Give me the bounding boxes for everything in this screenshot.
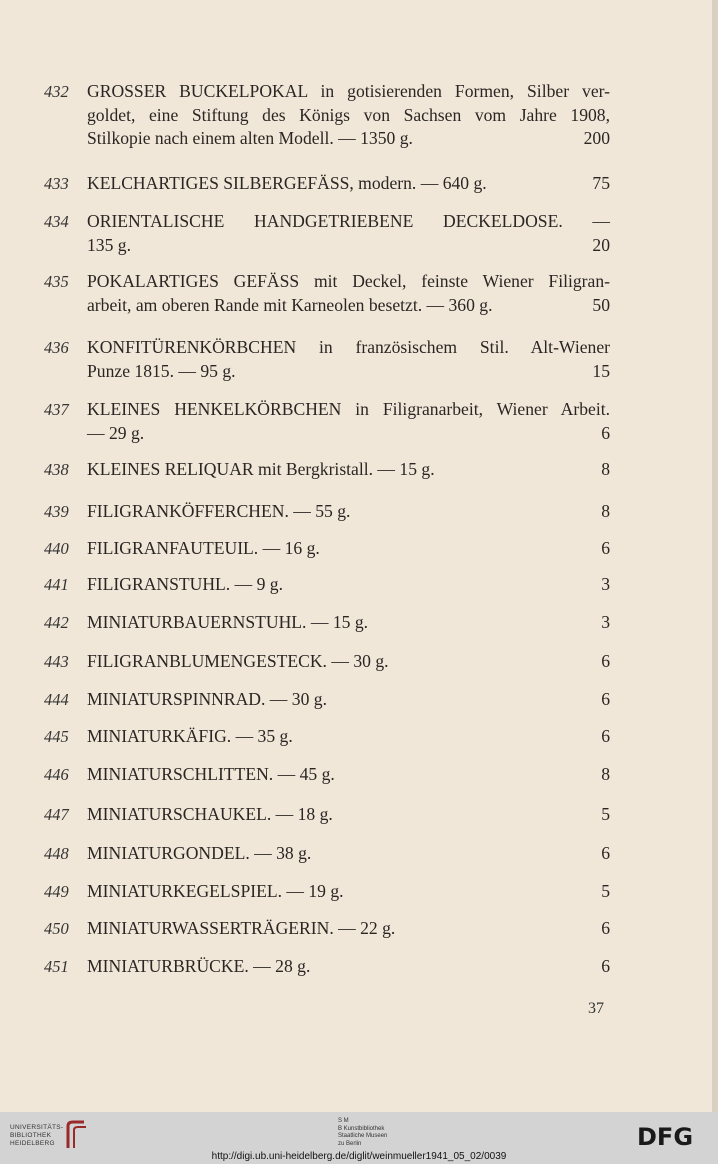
entry-number: 450	[44, 919, 69, 938]
catalog-entry	[40, 725, 610, 749]
entry-number: 436	[44, 338, 69, 357]
catalog-entry	[40, 842, 610, 866]
entry-price: 3	[601, 612, 610, 632]
entry-number: 448	[44, 844, 69, 863]
entry-line	[87, 458, 610, 482]
entry-line	[87, 172, 610, 196]
entry-line: KONFITÜRENKÖRBCHEN in französischem Stil. Alt-Wiener	[87, 337, 610, 357]
entry-price: 15	[592, 360, 610, 381]
entry-number: 447	[44, 805, 69, 824]
entry-description: MINIATURWASSERTRÄGERIN. — 22 g.	[87, 918, 396, 938]
entry-line: POKALARTIGES GEFÄSS mit Deckel, feinste Wiener Filigran-	[87, 271, 610, 291]
entry-line	[87, 803, 610, 827]
entry-text	[87, 500, 610, 524]
svg-text:DFG: DFG	[637, 1124, 694, 1148]
entry-price: 6	[601, 956, 610, 976]
entry-price: 8	[601, 764, 610, 784]
catalog-entry	[40, 458, 610, 482]
entry-number: 434	[44, 212, 69, 231]
entry-description: Punze 1815. — 95 g.	[87, 360, 236, 381]
dfg-logo[interactable]	[637, 1124, 709, 1148]
entry-line	[87, 127, 610, 151]
entry-line	[87, 842, 610, 866]
entry-number: 446	[44, 765, 69, 784]
university-mark-icon	[64, 1120, 88, 1150]
entry-text	[87, 210, 610, 257]
entry-line	[87, 294, 610, 318]
entry-text	[87, 955, 610, 979]
entry-price: 6	[601, 651, 610, 671]
entry-line	[87, 573, 610, 597]
entry-line	[87, 688, 610, 712]
entry-number: 445	[44, 727, 69, 746]
entry-number: 441	[44, 575, 69, 594]
entry-description: MINIATURSPINNRAD. — 30 g.	[87, 689, 327, 709]
entry-description: MINIATURBAUERNSTUHL. — 15 g.	[87, 612, 369, 632]
entry-description: MINIATURSCHAUKEL. — 18 g.	[87, 804, 333, 824]
entry-number: 433	[44, 174, 69, 193]
entry-text	[87, 650, 610, 674]
entry-number: 435	[44, 272, 69, 291]
catalog-entry	[40, 172, 610, 196]
entry-line	[87, 917, 610, 941]
entry-description: FILIGRANFAUTEUIL. — 16 g.	[87, 538, 320, 558]
entry-number: 438	[44, 460, 69, 479]
catalog-entry	[40, 398, 610, 445]
entry-number: 437	[44, 400, 69, 419]
entry-description: — 29 g.	[87, 422, 145, 443]
entry-text	[87, 336, 610, 383]
entry-description: FILIGRANBLUMENGESTECK. — 30 g.	[87, 651, 389, 671]
entry-text	[87, 270, 610, 317]
entry-price: 5	[601, 804, 610, 824]
entry-line	[87, 650, 610, 674]
entry-number: 443	[44, 652, 69, 671]
entry-price: 6	[601, 538, 610, 558]
entry-text	[87, 725, 610, 749]
entry-price: 6	[601, 918, 610, 938]
page-number: 37	[588, 1000, 604, 1017]
entry-text	[87, 172, 610, 196]
entry-line: ORIENTALISCHE HANDGETRIEBENE DECKELDOSE. —	[87, 211, 610, 231]
museum-credit: S M B Kunstbibliothek Staatliche Museen zu Berlin	[338, 1118, 388, 1147]
entry-text	[87, 611, 610, 635]
entry-line: GROSSER BUCKELPOKAL in gotisierenden Formen, Silber ver-	[87, 81, 610, 101]
entry-description: Stilkopie nach einem alten Modell. — 1350 g.	[87, 128, 413, 148]
entry-price: 20	[592, 234, 610, 255]
entry-price: 5	[601, 881, 610, 901]
catalog-entry	[40, 537, 610, 561]
entry-line	[87, 611, 610, 635]
catalog-entry	[40, 650, 610, 674]
entry-description: MINIATURBRÜCKE. — 28 g.	[87, 956, 311, 976]
catalog-entry	[40, 880, 610, 904]
entry-description: MINIATURSCHLITTEN. — 45 g.	[87, 764, 335, 784]
catalog-entry	[40, 210, 610, 257]
entry-number: 439	[44, 502, 69, 521]
catalog-entry	[40, 336, 610, 383]
catalog-entry	[40, 917, 610, 941]
university-logo[interactable]: UNIVERSITÄTS- BIBLIOTHEK HEIDELBERG	[10, 1124, 64, 1147]
catalog-entry	[40, 270, 610, 317]
entry-price: 200	[583, 128, 610, 148]
entry-description: KLEINES RELIQUAR mit Bergkristall. — 15 g.	[87, 459, 435, 479]
entry-text	[87, 803, 610, 827]
entry-text	[87, 842, 610, 866]
entry-description: FILIGRANSTUHL. — 9 g.	[87, 574, 283, 594]
entry-line	[87, 537, 610, 561]
entry-price: 6	[601, 726, 610, 746]
entry-line: goldet, eine Stiftung des Königs von Sachsen vom Jahre 1908,	[87, 104, 610, 125]
entry-price: 8	[601, 501, 610, 521]
entry-description: 135 g.	[87, 234, 131, 255]
entry-line	[87, 234, 610, 258]
entry-line	[87, 360, 610, 384]
entry-price: 6	[601, 843, 610, 863]
entry-text	[87, 688, 610, 712]
entry-text	[87, 917, 610, 941]
catalog-entry	[40, 955, 610, 979]
entry-text	[87, 537, 610, 561]
entry-number: 432	[44, 82, 69, 101]
entry-description: FILIGRANKÖFFERCHEN. — 55 g.	[87, 501, 351, 521]
catalog-entry	[40, 500, 610, 524]
entry-price: 50	[592, 294, 610, 315]
entry-line	[87, 725, 610, 749]
entry-text	[87, 80, 610, 151]
entry-description: arbeit, am oberen Rande mit Karneolen besetzt. — 360 g.	[87, 294, 493, 315]
entry-number: 451	[44, 957, 69, 976]
entry-description: MINIATURGONDEL. — 38 g.	[87, 843, 312, 863]
entry-text	[87, 763, 610, 787]
catalog-entry	[40, 763, 610, 787]
entry-line	[87, 763, 610, 787]
entry-line	[87, 880, 610, 904]
entry-description: KELCHARTIGES SILBERGEFÄSS, modern. — 640 g.	[87, 173, 487, 193]
page-edge	[712, 0, 718, 1112]
catalog-entry	[40, 573, 610, 597]
entry-line	[87, 500, 610, 524]
entry-number: 444	[44, 690, 69, 709]
entry-description: MINIATURKEGELSPIEL. — 19 g.	[87, 881, 344, 901]
catalog-entry	[40, 803, 610, 827]
entry-number: 442	[44, 613, 69, 632]
catalog-entry	[40, 688, 610, 712]
catalog-entry	[40, 611, 610, 635]
entry-price: 75	[592, 173, 610, 193]
entry-price: 6	[601, 422, 610, 443]
entry-text	[87, 880, 610, 904]
entry-text	[87, 458, 610, 482]
entry-line	[87, 955, 610, 979]
entry-line	[87, 422, 610, 446]
entry-text	[87, 398, 610, 445]
entry-price: 3	[601, 574, 610, 594]
entry-number: 449	[44, 882, 69, 901]
entry-number: 440	[44, 539, 69, 558]
entry-line: KLEINES HENKELKÖRBCHEN in Filigranarbeit, Wiener Arbeit.	[87, 399, 610, 419]
entry-price: 6	[601, 689, 610, 709]
entry-price: 8	[601, 459, 610, 479]
source-url[interactable]: http://digi.ub.uni-heidelberg.de/diglit/weinmueller1941_05_02/0039	[211, 1151, 507, 1162]
catalog-entry	[40, 80, 610, 151]
entry-text	[87, 573, 610, 597]
entry-description: MINIATURKÄFIG. — 35 g.	[87, 726, 293, 746]
